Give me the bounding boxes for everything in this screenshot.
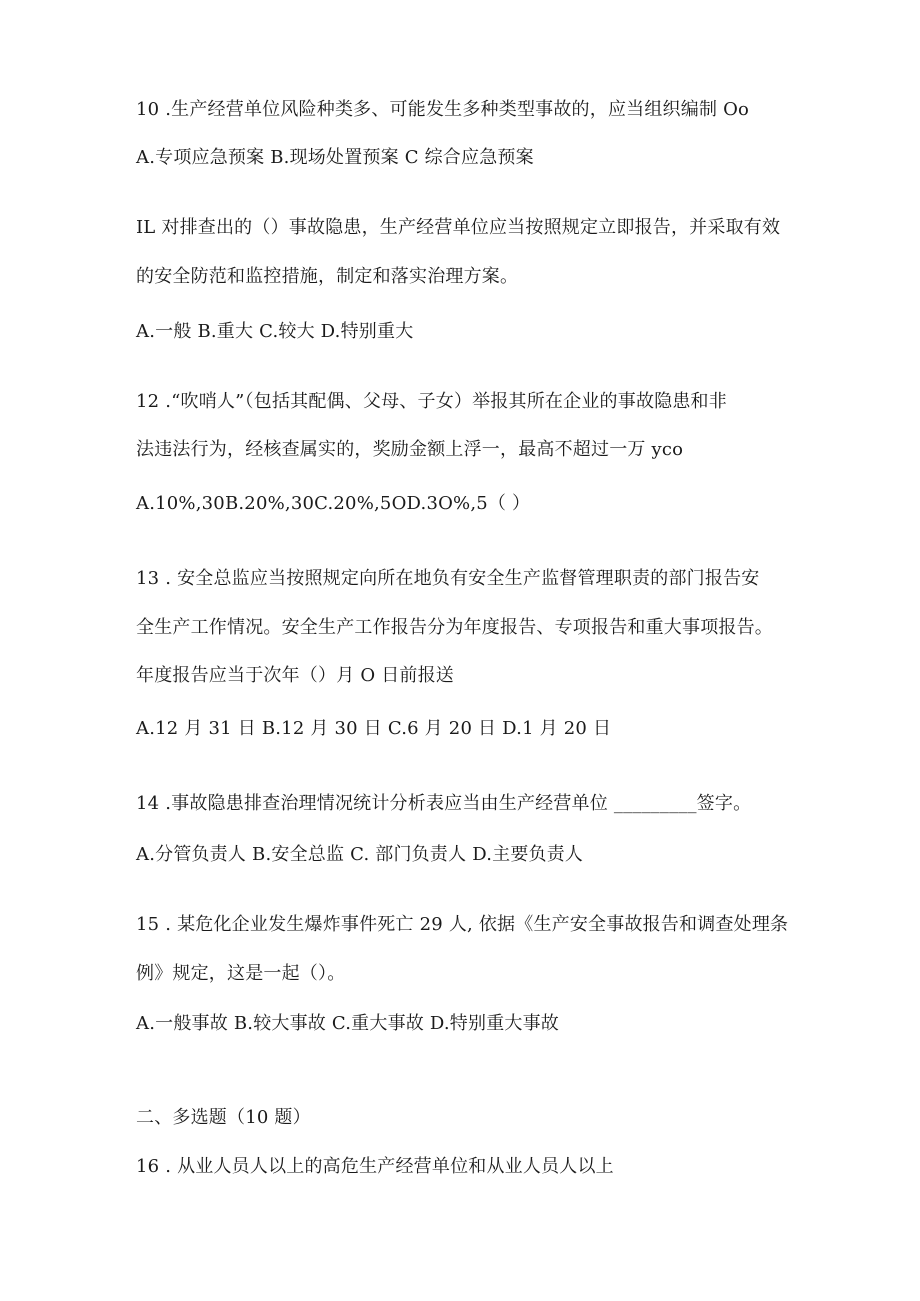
question-15-options: A.一般事故 B.较大事故 C.重大事故 D.特别重大事故 [136,1013,559,1034]
question-10-stem-line-1: 10 .生产经营单位风险种类多、可能发生多种类型事故的，应当组织编制 Oo [136,99,750,120]
question-15-stem-line-1: 15 . 某危化企业发生爆炸事件死亡 29 人, 依据《生产安全事故报告和调查处理条 [136,914,789,935]
question-10-options: A.专项应急预案 B.现场处置预案 C 综合应急预案 [136,147,534,168]
question-14-stem-line-1: 14 .事故隐患排查治理情况统计分析表应当由生产经营单位 _________签字。 [136,793,752,814]
question-12-stem-line-1: 12 .“吹哨人”（包括其配偶、父母、子女）举报其所在企业的事故隐患和非 [136,391,727,412]
question-13-stem-line-2: 全生产工作情况。安全生产工作报告分为年度报告、专项报告和重大事项报告。 [136,617,773,638]
question-13-stem-line-1: 13 . 安全总监应当按照规定向所在地负有安全生产监督管理职责的部门报告安 [136,568,760,589]
question-16-stem-line-1: 16 . 从业人员人以上的高危生产经营单位和从业人员人以上 [136,1156,614,1177]
question-12-stem-line-2: 法违法行为，经核查属实的，奖励金额上浮一，最高不超过一万 yco [136,439,684,460]
question-11-options: A.一般 B.重大 C.较大 D.特别重大 [136,321,414,342]
question-15-stem-line-2: 例》规定，这是一起（）。 [136,963,346,984]
question-11-stem-line-1: IL 对排查出的（）事故隐患，生产经营单位应当按照规定立即报告，并采取有效 [136,217,781,238]
section-heading: 二、多选题（10 题） [136,1107,311,1128]
question-13-stem-line-3: 年度报告应当于次年（）月 O 日前报送 [136,665,454,686]
question-13-options: A.12 月 31 日 B.12 月 30 日 C.6 月 20 日 D.1 月 20 日 [136,718,612,739]
question-14-options: A.分管负责人 B.安全总监 C. 部门负责人 D.主要负责人 [136,844,584,865]
question-11-stem-line-2: 的安全防范和监控措施，制定和落实治理方案。 [136,266,519,287]
question-12-options: A.10%,30B.20%,30C.20%,5OD.3O%,5（ ） [136,493,531,514]
